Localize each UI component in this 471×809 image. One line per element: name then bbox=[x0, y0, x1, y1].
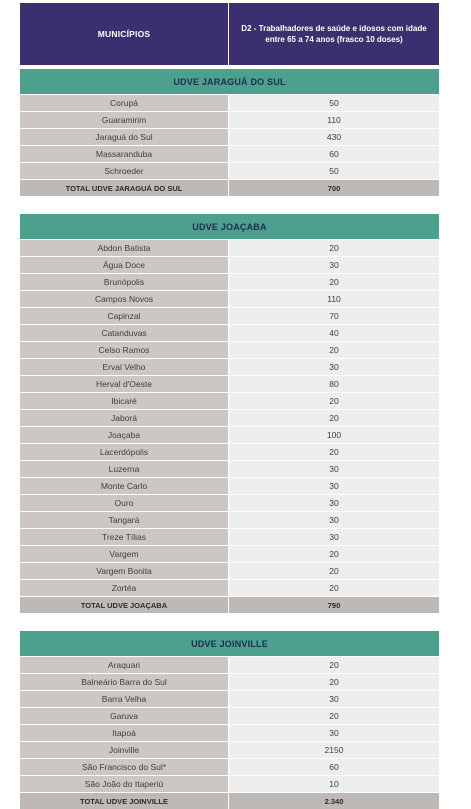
municipality-name: Garuva bbox=[20, 708, 228, 724]
section-title: UDVE JOAÇABA bbox=[20, 214, 439, 239]
dose-count: 20 bbox=[228, 674, 439, 690]
table-row bbox=[20, 341, 439, 358]
table-row bbox=[20, 94, 439, 111]
municipality-name: Campos Novos bbox=[20, 291, 228, 307]
table-row bbox=[20, 758, 439, 775]
municipality-name: Joinville bbox=[20, 742, 228, 758]
dose-count: 20 bbox=[228, 274, 439, 290]
table-row bbox=[20, 528, 439, 545]
municipality-name: Brunópolis bbox=[20, 274, 228, 290]
dose-count: 20 bbox=[228, 393, 439, 409]
dose-count: 30 bbox=[228, 257, 439, 273]
municipality-name: São João do Itaperiú bbox=[20, 776, 228, 792]
table-row bbox=[20, 656, 439, 673]
table-row bbox=[20, 128, 439, 145]
dose-count: 60 bbox=[228, 759, 439, 775]
dose-count: 30 bbox=[228, 478, 439, 494]
dose-count: 30 bbox=[228, 512, 439, 528]
municipality-name: Monte Carlo bbox=[20, 478, 228, 494]
municipality-name: Celso Ramos bbox=[20, 342, 228, 358]
table-row bbox=[20, 162, 439, 179]
dose-count: 100 bbox=[228, 427, 439, 443]
municipality-name: Abdon Batista bbox=[20, 240, 228, 256]
table-row bbox=[20, 443, 439, 460]
municipality-name: Massaranduba bbox=[20, 146, 228, 162]
total-label: TOTAL UDVE JOAÇABA bbox=[20, 597, 228, 613]
table-row bbox=[20, 579, 439, 596]
table-row bbox=[20, 545, 439, 562]
total-label: TOTAL UDVE JARAGUÁ DO SUL bbox=[20, 180, 228, 196]
dose-count: 430 bbox=[228, 129, 439, 145]
municipality-name: Ibicaré bbox=[20, 393, 228, 409]
dose-count: 110 bbox=[228, 112, 439, 128]
dose-count: 20 bbox=[228, 563, 439, 579]
municipality-name: Jaraguá do Sul bbox=[20, 129, 228, 145]
total-value: 2.340 bbox=[228, 793, 439, 809]
table-row bbox=[20, 460, 439, 477]
dose-count: 20 bbox=[228, 240, 439, 256]
municipality-name: Joaçaba bbox=[20, 427, 228, 443]
municipality-name: Barra Velha bbox=[20, 691, 228, 707]
table-row bbox=[20, 511, 439, 528]
municipality-name: Corupá bbox=[20, 95, 228, 111]
table-row bbox=[20, 562, 439, 579]
table-header bbox=[20, 3, 439, 65]
dose-count: 50 bbox=[228, 95, 439, 111]
table-row bbox=[20, 673, 439, 690]
total-value: 700 bbox=[228, 180, 439, 196]
total-row bbox=[20, 792, 439, 809]
municipality-name: Vargem Bonita bbox=[20, 563, 228, 579]
dose-count: 30 bbox=[228, 691, 439, 707]
table-row bbox=[20, 741, 439, 758]
table-row bbox=[20, 494, 439, 511]
vaccine-distribution-table bbox=[20, 3, 439, 809]
municipality-name: Tangará bbox=[20, 512, 228, 528]
total-label: TOTAL UDVE JOINVILLE bbox=[20, 793, 228, 809]
table-row bbox=[20, 145, 439, 162]
dose-count: 110 bbox=[228, 291, 439, 307]
dose-count: 30 bbox=[228, 359, 439, 375]
dose-count: 60 bbox=[228, 146, 439, 162]
dose-count: 30 bbox=[228, 725, 439, 741]
section-udve bbox=[20, 631, 439, 809]
table-row bbox=[20, 358, 439, 375]
dose-count: 40 bbox=[228, 325, 439, 341]
dose-count: 30 bbox=[228, 495, 439, 511]
municipality-name: Guaramirim bbox=[20, 112, 228, 128]
dose-count: 2150 bbox=[228, 742, 439, 758]
table-row bbox=[20, 239, 439, 256]
dose-count: 10 bbox=[228, 776, 439, 792]
municipality-name: Vargem bbox=[20, 546, 228, 562]
dose-count: 20 bbox=[228, 546, 439, 562]
municipality-name: São Francisco do Sul* bbox=[20, 759, 228, 775]
table-row bbox=[20, 273, 439, 290]
section-title: UDVE JOINVILLE bbox=[20, 631, 439, 656]
table-row bbox=[20, 324, 439, 341]
municipality-name: Treze Tílias bbox=[20, 529, 228, 545]
municipality-name: Schroeder bbox=[20, 163, 228, 179]
header-municipios: MUNICÍPIOS bbox=[97, 29, 151, 39]
dose-count: 80 bbox=[228, 376, 439, 392]
table-row bbox=[20, 477, 439, 494]
table-row bbox=[20, 392, 439, 409]
municipality-name: Catanduvas bbox=[20, 325, 228, 341]
municipality-name: Erval Velho bbox=[20, 359, 228, 375]
municipality-name: Herval d'Oeste bbox=[20, 376, 228, 392]
dose-count: 20 bbox=[228, 708, 439, 724]
table-row bbox=[20, 307, 439, 324]
municipality-name: Capinzal bbox=[20, 308, 228, 324]
table-row bbox=[20, 256, 439, 273]
dose-count: 50 bbox=[228, 163, 439, 179]
municipality-name: Balneário Barra do Sul bbox=[20, 674, 228, 690]
municipality-name: Araquari bbox=[20, 657, 228, 673]
header-d2-doses: D2 - Trabalhadores de saúde e idosos com idade entre 65 a 74 anos (frasco 10 doses) bbox=[228, 3, 439, 65]
dose-count: 30 bbox=[228, 529, 439, 545]
section-title: UDVE JARAGUÁ DO SUL bbox=[20, 69, 439, 94]
municipality-name: Lacerdópolis bbox=[20, 444, 228, 460]
dose-count: 20 bbox=[228, 444, 439, 460]
table-row bbox=[20, 690, 439, 707]
dose-count: 20 bbox=[228, 342, 439, 358]
table-row bbox=[20, 707, 439, 724]
dose-count: 20 bbox=[228, 410, 439, 426]
municipality-name: Ouro bbox=[20, 495, 228, 511]
municipality-name: Luzerna bbox=[20, 461, 228, 477]
section-udve bbox=[20, 69, 439, 196]
municipality-name: Água Doce bbox=[20, 257, 228, 273]
table-body bbox=[20, 69, 439, 809]
municipality-name: Zortéa bbox=[20, 580, 228, 596]
dose-count: 20 bbox=[228, 580, 439, 596]
table-row bbox=[20, 724, 439, 741]
table-row bbox=[20, 409, 439, 426]
dose-count: 20 bbox=[228, 657, 439, 673]
table-row bbox=[20, 775, 439, 792]
table-row bbox=[20, 375, 439, 392]
table-row bbox=[20, 111, 439, 128]
total-row bbox=[20, 596, 439, 613]
table-row bbox=[20, 426, 439, 443]
municipality-name: Itapoá bbox=[20, 725, 228, 741]
municipality-name: Jaborá bbox=[20, 410, 228, 426]
total-value: 790 bbox=[228, 597, 439, 613]
table-row bbox=[20, 290, 439, 307]
dose-count: 70 bbox=[228, 308, 439, 324]
dose-count: 30 bbox=[228, 461, 439, 477]
section-udve bbox=[20, 214, 439, 613]
total-row bbox=[20, 179, 439, 196]
